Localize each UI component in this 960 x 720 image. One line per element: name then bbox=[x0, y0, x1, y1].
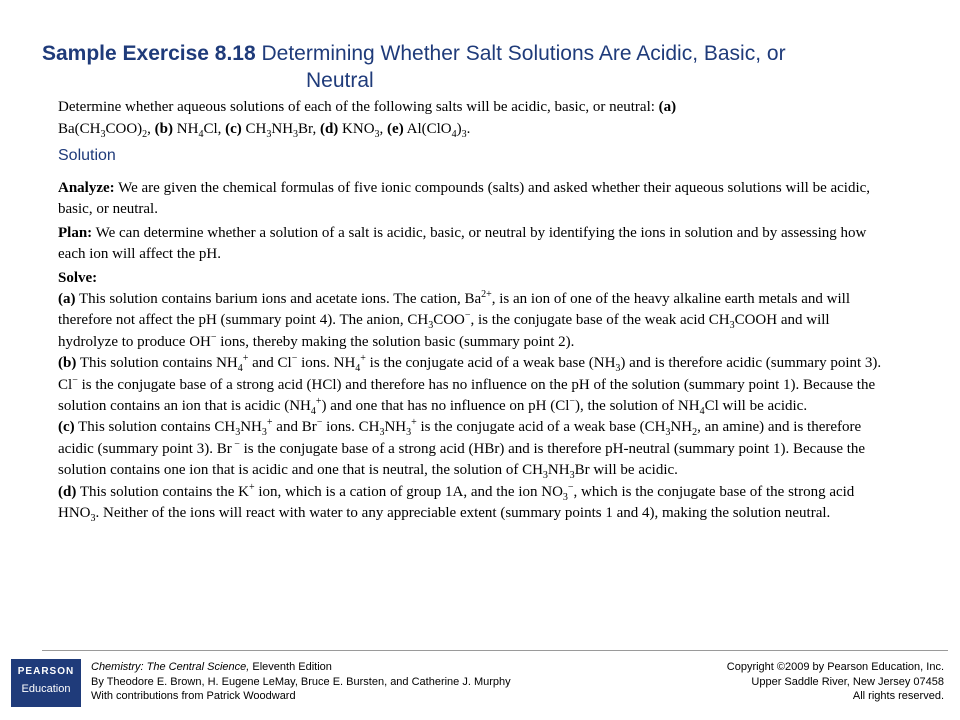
logo-line-2: Education bbox=[21, 683, 71, 695]
formula-b: $NH_4Cl$ bbox=[176, 121, 218, 140]
part-c-label: (c) bbox=[58, 419, 75, 436]
page-title bbox=[42, 40, 932, 94]
analyze-paragraph bbox=[58, 178, 888, 221]
solution-body bbox=[58, 178, 888, 525]
part-d-label: (d) bbox=[58, 483, 77, 500]
formula-e: $Al(ClO_4)_3$ bbox=[406, 121, 467, 140]
copyright-line: Copyright ©2009 by Pearson Education, Inc. bbox=[726, 661, 944, 673]
item-e-label: (e) bbox=[387, 121, 404, 137]
analyze-label: Analyze: bbox=[58, 180, 115, 196]
item-b-label: (b) bbox=[154, 121, 174, 137]
solution-heading: Solution bbox=[58, 147, 116, 164]
plan-paragraph bbox=[58, 223, 888, 266]
footer-divider bbox=[42, 650, 948, 651]
rights-line: All rights reserved. bbox=[852, 690, 944, 702]
book-contributions: With contributions from Patrick Woodward bbox=[91, 690, 296, 702]
analyze-text: We are given the chemical formulas of five ionic compounds (salts) and asked whether their aqueous solutions will be acidic, basic, or neutral. bbox=[58, 180, 871, 218]
part-b-paragraph: (b) This solution contains $NH_4^+$ and Cl− ions. $NH_4^+$ is the conjugate acid of a weak base $(NH_3)$ and is therefore acidic (summary point 3). Cl− is the conjugate base of a strong acid (HCl) and therefore has no influence on the pH of the solution (summary point 1). Because the solution contains an ion that is acidic $(NH_4^+)$ and one that has no influence on pH (Cl−), the solution of $NH_4Cl$ will be acidic. bbox=[58, 353, 882, 418]
part-c-paragraph: (c) This solution contains $CH_3NH_3^+$ and Br− ions. $CH_3NH_3^+$ is the conjugate acid of a weak base ($CH_3NH_2$, an amine) and is therefore acidic (summary point 3). Br − is the conjugate base of a strong acid (HBr) and is therefore pH-neutral (summary point 1). Because the solution contains one ion that is acidic and one that is neutral, the solution of $CH_3NH_3Br$ will be acidic. bbox=[58, 417, 866, 482]
pearson-logo bbox=[11, 659, 81, 707]
plan-text: We can determine whether a solution of a salt is acidic, basic, or neutral by identifying the ions in solution and by assessing how each ion will affect the pH. bbox=[58, 224, 867, 263]
publisher-address: Upper Saddle River, New Jersey 07458 bbox=[751, 675, 944, 688]
formula-d: $KNO_3$ bbox=[342, 121, 380, 140]
book-citation bbox=[91, 660, 651, 704]
part-a-paragraph: (a) This solution contains barium ions and acetate ions. The cation, $Ba^{2+}$, is an ion of one of the heavy alkaline earth metals and will therefore not affect the pH (summary point 4). The anion, $CH_3COO^-$, is the conjugate base of the weak acid $CH_3COOH$ and will hydrolyze to produce OH− ions, thereby making the solution basic (summary point 2). bbox=[58, 289, 850, 350]
item-c-label: (c) bbox=[225, 121, 242, 137]
exercise-number: Sample Exercise 8.18 bbox=[42, 42, 256, 65]
part-d-paragraph: (d) This solution contains the K+ ion, which is a cation of group 1A, and the ion $NO_3^-$, which is the conjugate base of the strong acid $HNO_3$. Neither of the ions will react with water to any appreciable extent (summary points 1 and 4), making the solution neutral. bbox=[58, 481, 855, 525]
book-title: Chemistry: The Central Science, bbox=[91, 661, 250, 673]
solve-label-text: Solve: bbox=[58, 269, 98, 286]
title-line-2: Neutral bbox=[306, 69, 374, 92]
book-authors: By Theodore E. Brown, H. Eugene LeMay, Bruce E. Bursten, and Catherine J. Murphy bbox=[91, 675, 511, 688]
solve-label bbox=[58, 268, 888, 289]
citation-title-line bbox=[91, 660, 651, 675]
item-d-label: (d) bbox=[319, 121, 339, 137]
formula-c: $CH_3NH_3Br$ bbox=[245, 121, 313, 140]
plan-label: Plan: bbox=[58, 224, 93, 241]
formula-a: $Ba(CH_3COO)_2$ bbox=[58, 121, 148, 140]
title-line-1: Determining Whether Salt Solutions Are Acidic, Basic, or bbox=[261, 42, 786, 65]
item-a-label: (a) bbox=[658, 99, 677, 115]
prompt-lead: Determine whether aqueous solutions of each of the following salts will be acidic, basic, or neutral: bbox=[58, 99, 655, 115]
logo-line-1: PEARSON bbox=[17, 666, 75, 677]
book-edition: Eleventh Edition bbox=[252, 661, 332, 673]
part-a-label: (a) bbox=[58, 291, 76, 308]
copyright-block bbox=[624, 660, 944, 704]
part-b-label: (b) bbox=[58, 355, 77, 372]
exercise-prompt: Determine whether aqueous solutions of each of the following salts will be acidic, basic, or neutral: (a) $Ba(CH_3COO)_2$, (b) $NH_4Cl$, (c) $CH_3NH_3Br$, (d) $KNO_3$, (e) $Al(ClO_4)_3$. bbox=[58, 99, 677, 140]
